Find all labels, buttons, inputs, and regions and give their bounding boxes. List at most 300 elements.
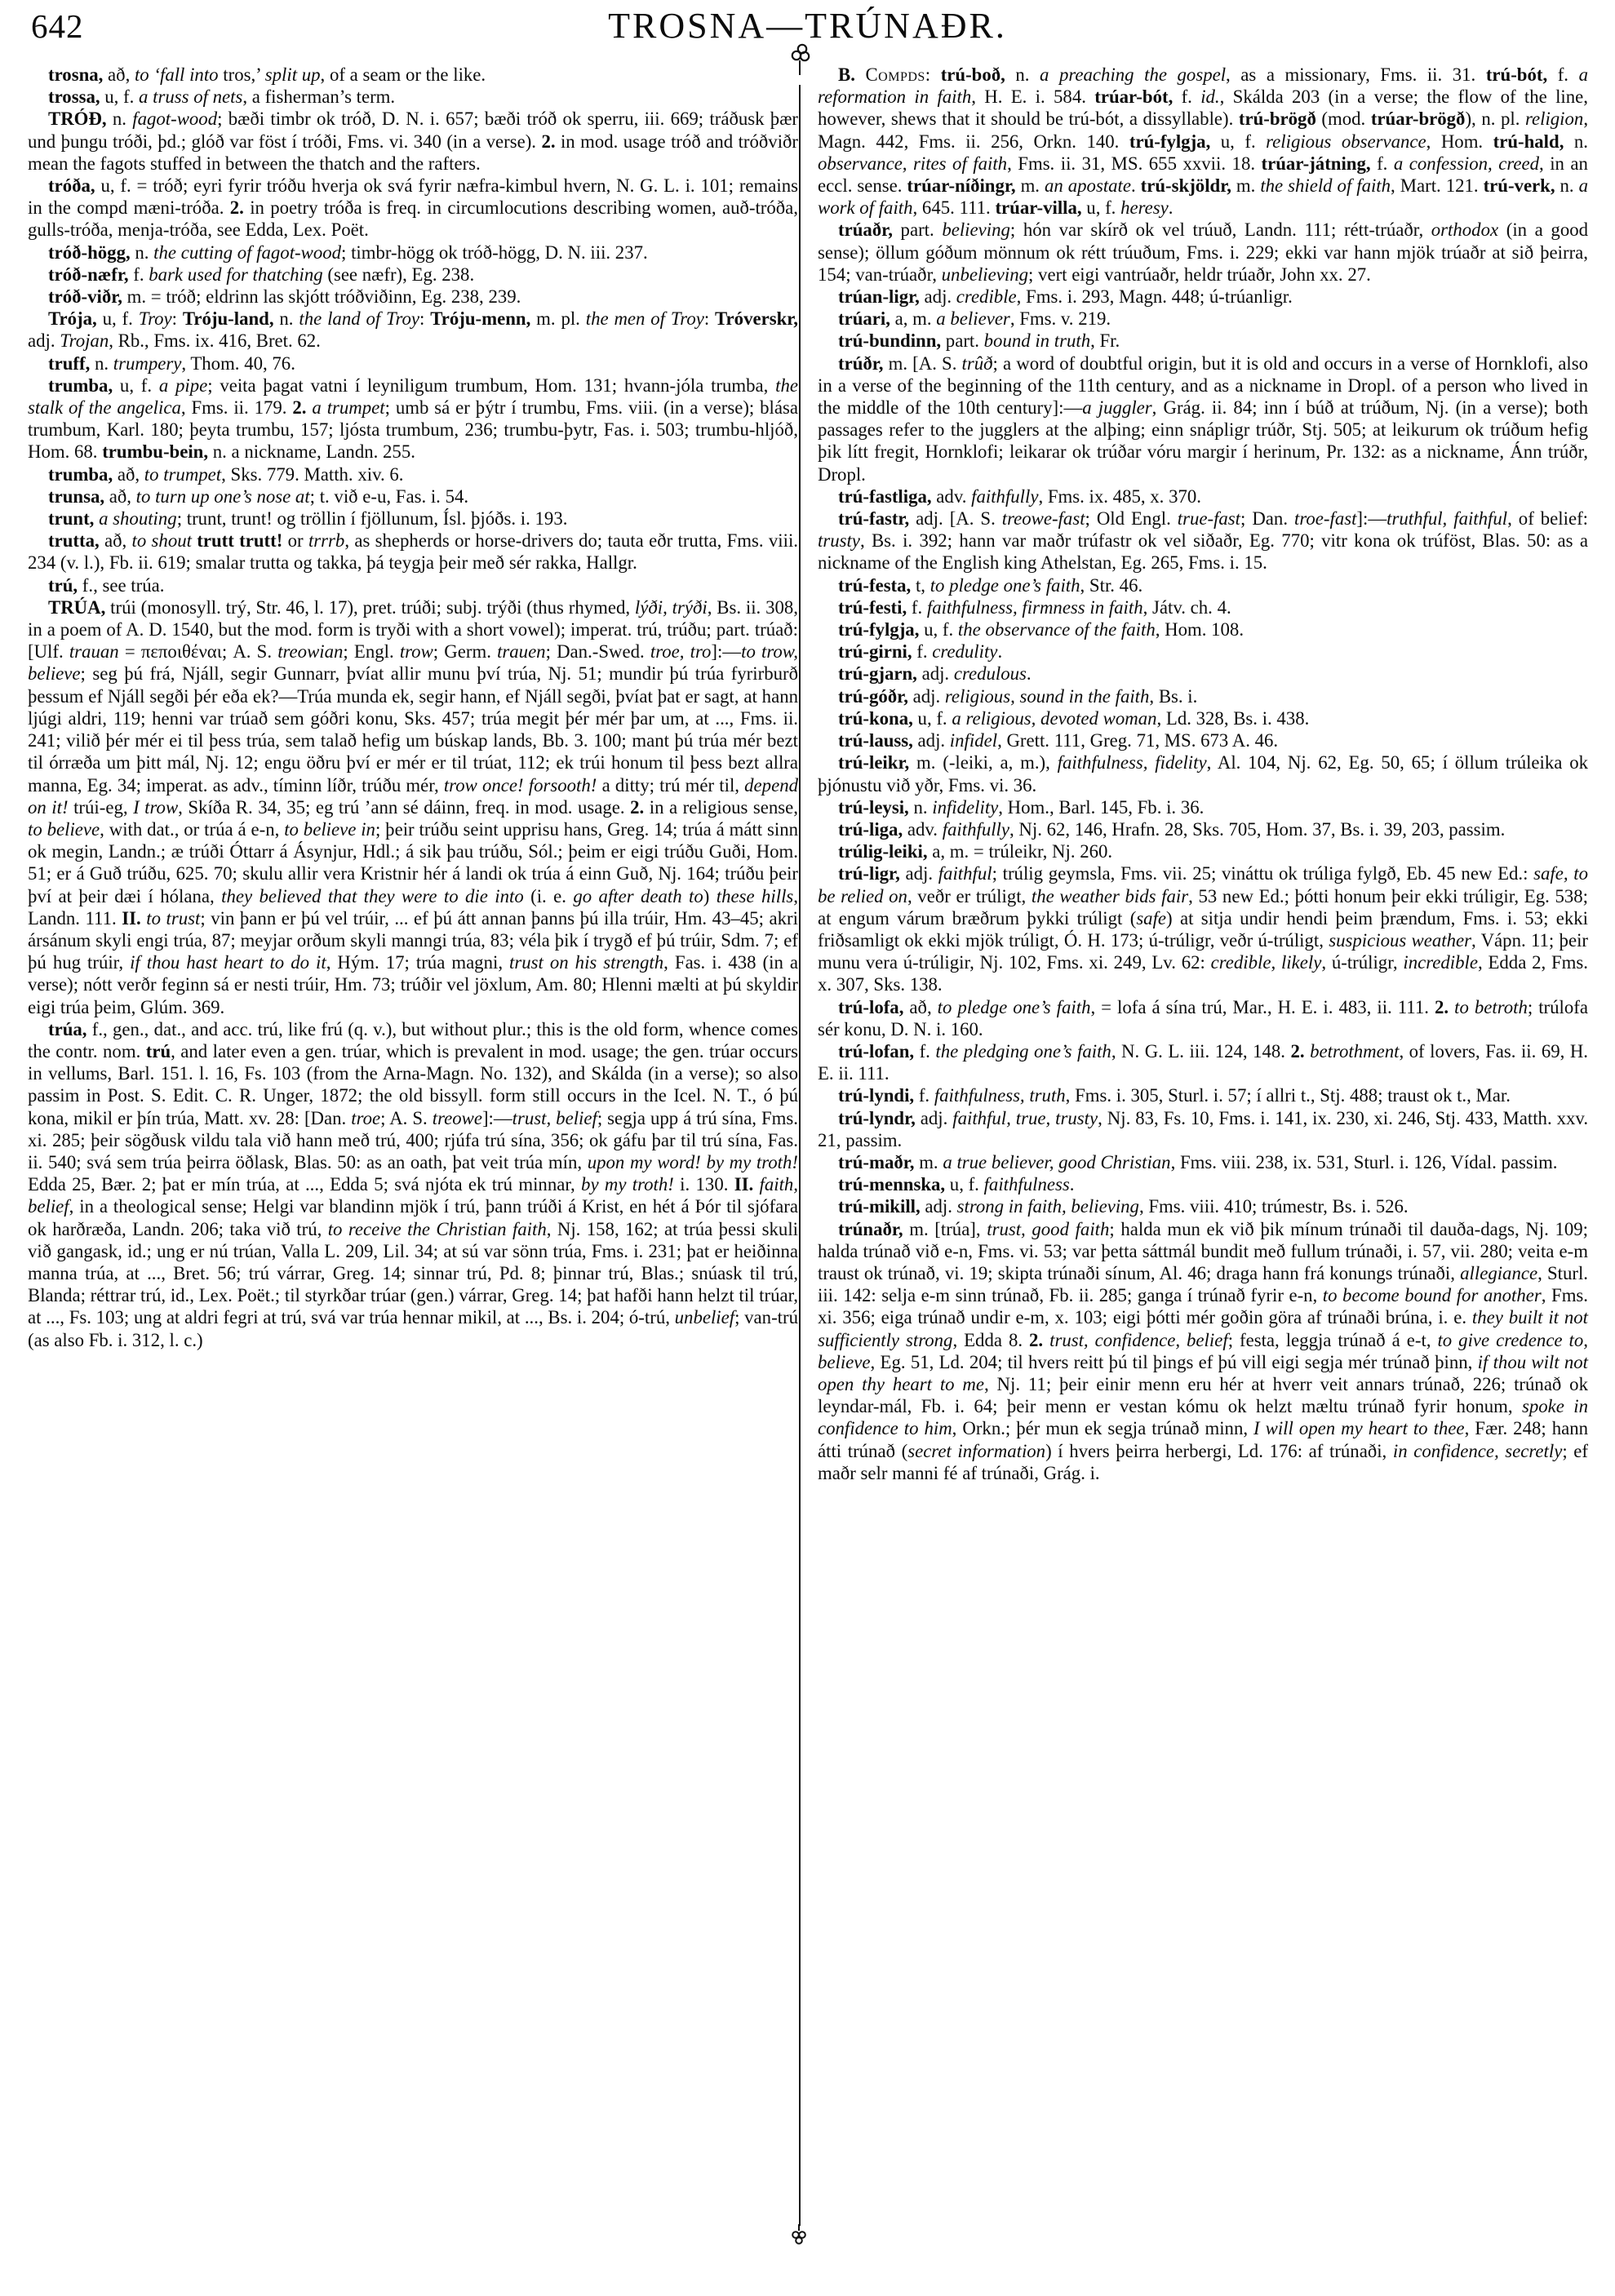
text-run: , a fisherman’s term. [242, 86, 396, 108]
text-run: trust, belief [512, 1107, 597, 1128]
text-run: ; þeir trúðu seint upprisu hans, Greg. 14; trúa á mátt sinn ok megin, Landn.; æ trúði Óttarr á Ásynjur, Hdl.; á sik þau trúðu, Sól.; þeim er eigi trúðu Guði, Hom. 51; er á Guð trúðu, 625. 70; skulu allir vera Kristnir hér á landi ok trúa á einn Guð, Nj. 164; trúðu þeir því at þeir dæi í hólana, [28, 818, 798, 906]
text-run: trust, confidence, belief [1049, 1329, 1228, 1350]
dictionary-entry [28, 86, 798, 108]
text-run: trú-lyndi, [838, 1085, 919, 1106]
dictionary-entry [818, 862, 1588, 995]
text-run: to become bound for another [1322, 1285, 1542, 1306]
text-run: trúðr, [838, 352, 889, 374]
text-run: betrothment [1310, 1040, 1400, 1062]
column-divider-rule [799, 85, 801, 2226]
text-run: ; t. við e-u, Fas. i. 54. [309, 485, 469, 507]
text-run: truff, [48, 352, 95, 374]
text-run: a work of faith [818, 175, 1588, 219]
text-run: n. [135, 242, 154, 263]
text-run: , in a theological sense; Helgi var blandinn mjök í trú, þann trúði á Krist, en hét á Þór til sjófara ok harðræða, Landn. 206; taka við trú, [28, 1196, 798, 1239]
text-run: the observance of the faith [957, 619, 1156, 640]
text-run: , as a missionary, Fms. ii. 31. [1226, 64, 1486, 85]
text-run: a, m. = trúleikr, Nj. 260. [932, 841, 1113, 862]
page-number: 642 [31, 7, 84, 45]
text-run: observance, rites of faith [818, 153, 1008, 174]
text-run: trúar-bót, [1094, 86, 1182, 108]
text-run: trrrb [308, 530, 345, 552]
dictionary-entry [818, 707, 1588, 729]
text-run: trusty [818, 530, 860, 552]
text-run: unbelieving [941, 264, 1029, 285]
text-run: 2. [292, 397, 313, 419]
text-run: religious observance [1266, 131, 1426, 152]
text-run: allegiance [1460, 1262, 1538, 1283]
text-run: að, [108, 64, 135, 85]
dictionary-entry [818, 1218, 1588, 1484]
text-run: trú-fylgja, [838, 619, 925, 640]
text-run: ) at sitja undir hendi þeim þrændum, Fms. i. 53; ekki friðsamligt ok ekki mjök trúligt, Ó. H. 173; ú-trúligr, veðr ú-trúligt, [818, 907, 1588, 951]
text-run: the cutting of fagot-wood [153, 242, 342, 263]
text-run: , Vápn. 11; þeir munu vera ú-trúligir, Nj. 102, Fms. xi. 249, Lv. 62: [818, 929, 1589, 973]
text-run: , Fr. [1090, 330, 1120, 352]
text-run: Tróju-land, [182, 308, 280, 330]
text-run: trú-lofa, [838, 996, 910, 1017]
text-run: safe [1136, 907, 1167, 929]
dictionary-entry [818, 818, 1588, 840]
text-run: in a religious sense, [649, 796, 798, 818]
text-run: if thou hast heart to do it [130, 952, 326, 973]
text-run: ; trúlig geymsla, Fms. vii. 25; vináttu ok trúliga fylgð, Eb. 45 new Ed.: [992, 863, 1534, 884]
text-run: trumpery [113, 352, 182, 374]
text-run: 2. [1290, 1040, 1311, 1062]
text-run: ; festa, leggja trúnað á e-t, [1227, 1329, 1438, 1350]
text-run: (in a good sense); öllum góðum mönnum ok rétt trúuðum, Fms. i. 229; ekki var hann mjök trúaðr at sið þeirra, 154; van-trúaðr, [818, 219, 1589, 285]
text-run: faithfulness, truth [934, 1085, 1066, 1106]
text-run: : [171, 308, 183, 330]
text-run: to trow, believe [28, 641, 798, 685]
text-run: trú-bót, [1485, 64, 1558, 85]
text-run: ; halda mun ek við þik mínum trúnaði til dauða-dags, Nj. 109; halda trúnað við e-n, Fms. vi. 53; var þetta sáttmál bundit með fullum trúnaði, i. 57, vii. 280; veita e-m traust ok trúnað, vi. 19; skipta trúnaði sínum, Al. 46; draga hann frá konungs trúnaði, [818, 1218, 1588, 1283]
text-run: adv. [936, 485, 972, 507]
dictionary-entry [818, 1040, 1588, 1084]
text-run: trumba, [48, 375, 120, 396]
text-run: adj. [925, 1196, 957, 1217]
trefoil-ornament-bottom-icon [789, 2224, 810, 2249]
text-run: , Fær. 248; hann átti trúnað ( [818, 1418, 1589, 1461]
text-run: tros,’ [223, 64, 265, 85]
text-run: I will open my heart to thee [1253, 1418, 1465, 1439]
text-run: t, [915, 574, 930, 596]
text-run: TRÓÐ, [48, 109, 113, 130]
text-run: lýði, trýði [634, 596, 708, 618]
text-run: trúaðr, [838, 219, 901, 241]
text-run: a true believer, good Christian [943, 1151, 1171, 1172]
text-run: , Hom. 108. [1155, 619, 1245, 640]
text-run: (i. e. [523, 885, 574, 906]
text-run: , Landn. 111. [28, 885, 798, 929]
text-run: ; seg þú frá, Njáll, segir Gunnarr, þvíat allir munu því trúa, Nj. 51; mundir þú trúa fyrirburð þessum ef Njáll segði þér eða ek?—Trúa munda ek, segir hann, ef Njáll segði, þvíat þat er sagt, at hann ljúgi aldri, 119; henni var trúað sem góðri konu, Sks. 457; trúa megit þér mér þar um, at ..., Fms. ii. 241; vilið þér mér ei til þess trúa, sem talað hefig um búskap lands, Bb. 3. 100; mant þú trúa mér bezt til órræða um þitt mál, Nj. 12; engu öðru því er mér er til trúat, 112; ek trúi honum til þess bezt allra manna, Eg. 34; imperat. as adv., tíminn líðr, trúðu mér, [28, 663, 798, 796]
text-run: trú-lofan, [838, 1040, 920, 1062]
text-run: trú-gjarn, [838, 663, 922, 685]
text-run: bound in truth [983, 330, 1091, 352]
text-run: , Fms. i. 293, Magn. 448; ú-trúanligr. [1016, 286, 1293, 308]
text-run: trosna, [48, 64, 109, 85]
text-run: faithfulness, firmness in faith [926, 596, 1143, 618]
text-run: to betroth [1454, 996, 1528, 1017]
text-run: the men of Troy [585, 308, 704, 330]
text-run: f. [918, 1085, 934, 1106]
dictionary-entry [818, 618, 1588, 640]
text-run: m. [trúa], [909, 1218, 987, 1239]
text-run: faith, belief [28, 1174, 798, 1217]
text-run: u, f. [924, 619, 958, 640]
dictionary-entry [818, 996, 1588, 1040]
text-run: trú [145, 1040, 171, 1062]
text-run: trow [399, 641, 433, 663]
text-run: troe [351, 1107, 381, 1128]
text-run: ]:— [1356, 508, 1387, 530]
text-run: treowian [277, 641, 344, 663]
dictionary-entry [818, 1195, 1588, 1217]
dictionary-entry [818, 1107, 1588, 1151]
text-run: ) [703, 885, 717, 906]
text-run: Tróju-menn, [430, 308, 537, 330]
text-run: Troy [138, 308, 172, 330]
dictionary-entry [28, 1018, 798, 1351]
text-run: trú-bundinn, [838, 330, 946, 352]
text-run: ; trúlofa sér konu, D. N. i. 160. [818, 996, 1588, 1039]
text-run: , Al. 104, Nj. 62, Eg. 50, 65; í öllum trúleika ok þjónustu við yðr, Fms. vi. 36. [818, 752, 1589, 796]
text-run: these hills [716, 885, 794, 906]
text-run: ; ef maðr selr manni fé af trúnaði, Grág. i. [818, 1440, 1588, 1483]
text-run: ; van-trú (as also Fb. i. 312, l. c.) [28, 1307, 798, 1350]
text-run: part. [945, 330, 984, 352]
text-run: , Skálda 203 (in a verse; the flow of the line, however, shews that it should be trú-bót, a dissyllable). [818, 86, 1588, 130]
text-run: (see næfr), Eg. 238. [322, 264, 475, 285]
text-run: trust on his strength [509, 952, 664, 973]
text-run: to pledge one’s faith [937, 996, 1091, 1017]
text-run: , Nj. 158, 162; at trúa þessi skuli við gangask, id.; ung er nú trúan, Valla L. 209, Lil. 34; at sú var sönn trúa, Fms. i. 231; þat er heiðinna manna trúa, at ..., Bret. 56; trú várrar, Greg. 14; sinnar trú, Pd. 8; þinnar trú, Blas.; snúask til trú, Blanda; réttrar trú, id., Lex. Poët.; til styrkðar trúar (gen.) várrar, Greg. 14; þat hafði hann helzt til trúar, at ..., Fs. 103; ung at aldri fegri at trú, svá var trúa hennar mikil, at ..., Bs. i. 204; ó-trú, [28, 1218, 798, 1328]
text-run: , Hým. 17; trúa magni, [326, 952, 510, 973]
text-run: Compds [865, 64, 925, 85]
text-run: depend on it! [28, 774, 798, 818]
text-run: , Bs. ii. 308, in a poem of A. D. 1540, but the mod. form is tryði with a short vowel); imperat. trú, trúðu; part. trúað: [Ulf. [28, 596, 799, 663]
text-run: að, [109, 485, 136, 507]
text-run: fagot-wood [132, 109, 218, 130]
text-run: faithful, true, trusty [952, 1107, 1098, 1128]
text-run: split up [264, 64, 321, 85]
text-run: trú, [48, 574, 82, 596]
text-run: , with dat., or trúa á e-n, [100, 818, 285, 840]
text-run: to receive the Christian faith [327, 1218, 547, 1239]
text-run: II. [734, 1174, 760, 1195]
text-run: , Fms. i. 305, Sturl. i. 57; í allri t., Stj. 488; traust ok t., Mar. [1065, 1085, 1511, 1106]
text-run: , of belief: [1507, 508, 1588, 530]
dictionary-entry [818, 330, 1588, 352]
text-run: , Orkn.; þér mun ek segja trúnað minn, [952, 1418, 1254, 1439]
text-run: trú-skjöldr, [1140, 175, 1236, 197]
text-run: trú-hald, [1493, 131, 1574, 152]
text-run: trúi (monosyll. trý, Str. 46, l. 17), pret. trúði; subj. trýði (thus rhymed, [110, 596, 635, 618]
text-run: incredible [1403, 952, 1478, 973]
text-run: they built it not sufficiently strong [818, 1307, 1588, 1350]
dictionary-entry [818, 352, 1588, 485]
dictionary-entry [818, 1151, 1588, 1173]
text-run: trúari, [838, 308, 895, 330]
text-run: adj. [920, 1107, 953, 1128]
text-run: trú-fastliga, [838, 485, 937, 507]
text-run: trú-verk, [1483, 175, 1560, 197]
text-run: ; hón var skírð ok vel trúuð, Landn. 111; rétt-trúaðr, [1009, 219, 1431, 241]
dictionary-entry [818, 64, 1588, 219]
text-run: credulous [953, 663, 1027, 685]
dictionary-entry [28, 485, 798, 508]
text-run: , Bs. i. 392; hann var maðr trúfastr ok vel siðaðr, Eg. 770; vitr kona ok trúföst, Blas. 50: as a nickname of the English king Athelstan, Eg. 265, Fms. i. 15. [818, 530, 1588, 574]
text-run: trutta, [48, 530, 104, 552]
text-run: 2. [1029, 1329, 1050, 1350]
text-run: m. [1020, 175, 1045, 197]
text-run: a, m. [894, 308, 937, 330]
text-run: trûð [961, 352, 993, 374]
text-run: trauan [69, 641, 119, 663]
text-run: , Eg. 51, Ld. 204; til hvers reitt þú til þings ef þú vill eigi segja mér trúnað þinn, [870, 1351, 1478, 1372]
text-run: trú-lauss, [838, 730, 918, 751]
text-run: trú-festi, [838, 596, 912, 618]
text-run: f. [1181, 86, 1201, 108]
dictionary-entry [28, 175, 798, 242]
text-run: Trojan [60, 330, 109, 352]
text-run: safe, to be relied on [818, 863, 1589, 906]
text-run: m. = tróð; eldrinn las skjótt tróðviðinn, Eg. 238, 239. [126, 286, 521, 308]
text-run: in poetry tróða is freq. in circumlocutions describing women, auð-tróða, gulls-tróða, menja-tróða, see Edda, Lex. Poët. [28, 197, 798, 241]
text-run: , Fms. ix. 485, x. 370. [1038, 485, 1201, 507]
text-run: to give credence to, believe [818, 1329, 1588, 1372]
text-run: m. [919, 1151, 943, 1172]
text-run: believing [942, 219, 1010, 241]
text-run: trú-maðr, [838, 1151, 920, 1172]
dictionary-entry [818, 1173, 1588, 1195]
text-run: trú-ligr, [838, 863, 906, 884]
text-run: if thou wilt not open thy heart to me [818, 1351, 1588, 1394]
text-run: m. [1236, 175, 1261, 197]
text-run: 2. [630, 796, 650, 818]
text-run: ; trunt, trunt! og tröllin í fjöllunum, Ísl. þjóðs. i. 193. [176, 508, 568, 530]
text-run: n. [1560, 175, 1579, 197]
text-run: TRÚA, [48, 596, 111, 618]
text-run: orthodox [1431, 219, 1499, 241]
text-run: B. [838, 64, 866, 85]
dictionary-entry [28, 308, 798, 352]
text-run: ; umb sá er þýtr í trumbu, Fms. viii. (in a verse); blása trumbum, Karl. 180; þeyta trumbu, 157; ljósta trumbum, 236; trumbu-þytr, Fas. i. 503; trumbu-hljóð, Hom. 68. [28, 397, 799, 463]
text-run: tróða, [48, 175, 101, 197]
text-run: , Str. 46. [1080, 574, 1143, 596]
text-run: troe-fast [1294, 508, 1357, 530]
page-title: TROSNA—TRÚNAÐR. [608, 6, 1007, 46]
text-run: , Edda 2, Fms. x. 307, Sks. 138. [818, 952, 1588, 995]
text-run: go after death to [573, 885, 703, 906]
dictionary-entry [818, 308, 1588, 330]
text-run: I trow [133, 796, 179, 818]
text-run: , 53 new Ed.; þótti honum þeir ekki trúligir, Eg. 538; at engum várum bræðrum þykki trúligt ( [818, 885, 1588, 929]
text-run: trunt, [48, 508, 100, 530]
text-run: a reformation in faith [818, 64, 1588, 108]
text-run: the shield of faith [1260, 175, 1391, 197]
dictionary-entry [818, 286, 1588, 308]
text-run: infidel [949, 730, 998, 751]
text-run: , Rb., Fms. ix. 416, Bret. 62. [109, 330, 321, 352]
text-run: or [282, 530, 308, 552]
text-run: , 645. 111. [912, 197, 996, 219]
text-run: : [419, 308, 431, 330]
text-run: : [925, 64, 941, 85]
text-run: , N. G. L. iii. 124, 148. [1111, 1040, 1291, 1062]
text-run: adj. [28, 330, 60, 352]
text-run: faithfulness [983, 1174, 1070, 1195]
dictionary-entry [818, 508, 1588, 574]
text-run: trú-boð, [940, 64, 1016, 85]
text-run: trú-lyndr, [838, 1107, 921, 1128]
text-run: trúi-eg, [68, 796, 134, 818]
text-run: the stalk of the angelica [28, 375, 798, 419]
text-run: trú-festa, [838, 574, 916, 596]
text-run: adj. [917, 730, 950, 751]
dictionary-entry [818, 1084, 1588, 1106]
dictionary-entry [818, 751, 1588, 796]
dictionary-entry [28, 64, 798, 86]
text-run: to pledge one’s faith [930, 574, 1080, 596]
text-run: ), n. pl. [1465, 109, 1525, 130]
text-run: f. [1557, 64, 1579, 85]
text-run: heresy [1120, 197, 1169, 219]
text-run: ; Germ. [433, 641, 498, 663]
text-run: f. [1377, 153, 1394, 174]
dictionary-entry [28, 530, 798, 574]
text-run: : [703, 308, 716, 330]
text-run: n. [1015, 64, 1040, 85]
text-run: to trumpet [144, 463, 222, 485]
text-run: ; Old Engl. [1085, 508, 1178, 530]
text-run: n. [1573, 131, 1588, 152]
text-run: , = lofa á sína trú, Mar., H. E. i. 483, ii. 111. [1090, 996, 1435, 1017]
text-run: ; vert eigi vantrúaðr, heldr trúaðr, John xx. 27. [1028, 264, 1371, 285]
text-run: part. [900, 219, 943, 241]
text-run: truthful, faithful [1387, 508, 1508, 530]
text-run: trumbu-bein, [102, 441, 213, 463]
text-run: u, f. [104, 86, 140, 108]
text-run: trúa, [48, 1018, 92, 1039]
text-run: spoke in confidence to him [818, 1396, 1588, 1439]
text-run: Edda 25, Bær. 2; þat er mín trúa, at ..., Edda 5; svá njóta ek trú minnar, [28, 1174, 582, 1195]
text-run: , Grág. ii. 84; inn í búð at trúðum, Nj. (in a verse); both passages refer to the jugglers at the alþing; einn snápligr trúðr, Stj. 505; at leikurum ok trúðum hefig þik lítt fregit, Hornklofi; leikarar ok trúðar vóru margir í herinum, Pr. 132: as a nickname, Ánn trúðr, Dropl. [818, 397, 1588, 485]
text-run: to trust [146, 907, 201, 929]
text-run: trú-brögð [1238, 109, 1316, 130]
text-run: to ‘fall into [134, 64, 224, 85]
text-run: , Fas. i. 438 (in a verse); nótt verðr feginn sá er nesti trúir, Hm. 73; trúðir vel jöxlum, Am. 80; Hlenni mælti at þú skyldir eigi trúa þeim, Glúm. 369. [28, 952, 798, 1017]
text-run: u, f. [949, 1174, 984, 1195]
text-run: trú-mikill, [838, 1196, 925, 1217]
text-run: , H. E. i. 584. [971, 86, 1095, 108]
text-run: trú-fylgja, [1129, 131, 1221, 152]
text-run: treowe-fast [1001, 508, 1085, 530]
text-run: adj. [921, 663, 954, 685]
text-run: trúnaðr, [838, 1218, 910, 1239]
text-run: trust, good faith [987, 1218, 1110, 1239]
text-run: the land of Troy [299, 308, 420, 330]
text-run: f. [133, 264, 149, 285]
text-run: ]:— [481, 1107, 512, 1128]
text-run: , Hom. [1426, 131, 1493, 152]
text-run: i. 130. [673, 1174, 734, 1195]
text-run: to believe [28, 818, 100, 840]
text-run: , ú-trúligr, [1321, 952, 1404, 973]
text-run: a believer [936, 308, 1010, 330]
text-run: u, f. = tróð; eyri fyrir tróðu hverja ok svá fyrir næfra-kimbul hvern, N. G. L. i. 101; remains in the compd mæni-tróða. [28, 175, 798, 219]
text-run: , Fms. viii. 238, ix. 531, Sturl. i. 126, Vídal. passim. [1170, 1151, 1558, 1172]
text-run: Tróverskr, [715, 308, 798, 330]
text-run: ; timbr-högg ok tróð-högg, D. N. iii. 237. [341, 242, 648, 263]
dictionary-entry [28, 574, 798, 596]
text-run: strong in faith, believing [956, 1196, 1139, 1217]
text-run: adj. [924, 286, 956, 308]
text-run: , of a seam or the like. [320, 64, 486, 85]
text-run: u, f. [1220, 131, 1267, 152]
text-run: credible [956, 286, 1017, 308]
text-run: , Fms. ii. 31, MS. 655 xxvii. 18. [1007, 153, 1262, 174]
text-run: they believed that they were to die into [221, 885, 524, 906]
text-run: religion [1524, 109, 1584, 130]
text-run: , in an eccl. sense. [818, 153, 1588, 197]
text-run: ; vin þann er þú vel trúir, ... ef þú átt annan þanns þú illa trúir, Hm. 43–45; akri ársánum skyli engi trúa, 87; meyjar orðum skyli manngi trúa, 83; véla þik í trygð ef þú trúir, Sdm. 7; ef þú hug trúir, [28, 907, 798, 973]
text-run: suspicious weather [1329, 929, 1471, 951]
dictionary-entry [28, 264, 798, 286]
text-run: trúar-játning, [1261, 153, 1378, 174]
text-run: . [1026, 663, 1032, 685]
text-run: . [1069, 1174, 1075, 1195]
text-run: adj. [912, 685, 945, 707]
text-run: trú-leikr, [838, 752, 916, 773]
text-run: a religious, devoted woman [952, 707, 1157, 729]
text-run: credible, likely [1210, 952, 1322, 973]
text-run: n. [913, 796, 933, 818]
text-run: ; bæði timbr ok tróð, D. N. i. 657; bæði tróð ok sperru, iii. 669; tráðusk þær und þungu tróði, þd.; glóð var föst í tróði, Fms. vi. 340 (in a verse). [28, 109, 798, 152]
dictionary-entry [818, 840, 1588, 862]
text-run: faithfulness, fidelity [1057, 752, 1207, 773]
dictionary-entry [818, 574, 1588, 596]
text-run: ; Dan. [1240, 508, 1295, 530]
text-run: in mod. usage tróð and tróðviðr mean the fagots stuffed in between the thatch and the rafters. [28, 131, 799, 174]
text-run: m. [A. S. [888, 352, 962, 374]
text-run: trú-liga, [838, 818, 907, 840]
text-run: m. (-leiki, a, m.), [916, 752, 1058, 773]
text-run: upon my word! by my troth! [587, 1151, 798, 1172]
dictionary-entry [28, 596, 798, 1018]
text-run: , Fms. ii. 179. [180, 397, 293, 419]
text-run: 2. [1434, 996, 1455, 1017]
text-run: faithfully [942, 818, 1010, 840]
text-run: m. pl. [536, 308, 586, 330]
text-run: to believe in [284, 818, 375, 840]
text-run: secret information [907, 1440, 1046, 1461]
dictionary-entry [818, 685, 1588, 707]
text-run: to shout [131, 530, 197, 552]
dictionary-entry [818, 640, 1588, 663]
text-run: , Sturl. iii. 142: selja e-m sinn trúnað, Fb. ii. 285; ganga í trúnað fyrir e-n, [818, 1262, 1588, 1306]
text-run: u, f. [917, 707, 952, 729]
text-run: n. a nickname, Landn. 255. [212, 441, 415, 463]
text-run: , Edda 8. [952, 1329, 1030, 1350]
text-run: , Nj. 11; þeir einir menn eru hér at hverr veit annars trúnað, 226; trúnað ok leyndar-mál, Fb. i. 64; þeir menn er vestan kómu ok helzt mæltu trúnað fyrir honum, [818, 1373, 1588, 1417]
text-run: , Skíða R. 34, 35; eg trú ’ann sé dáinn, freq. in mod. usage. [178, 796, 631, 818]
dictionary-entry [28, 463, 798, 485]
text-run: a juggler [1082, 397, 1152, 419]
dictionary-entry [818, 663, 1588, 685]
text-run: trumba, [48, 463, 118, 485]
text-run: f. [911, 596, 927, 618]
